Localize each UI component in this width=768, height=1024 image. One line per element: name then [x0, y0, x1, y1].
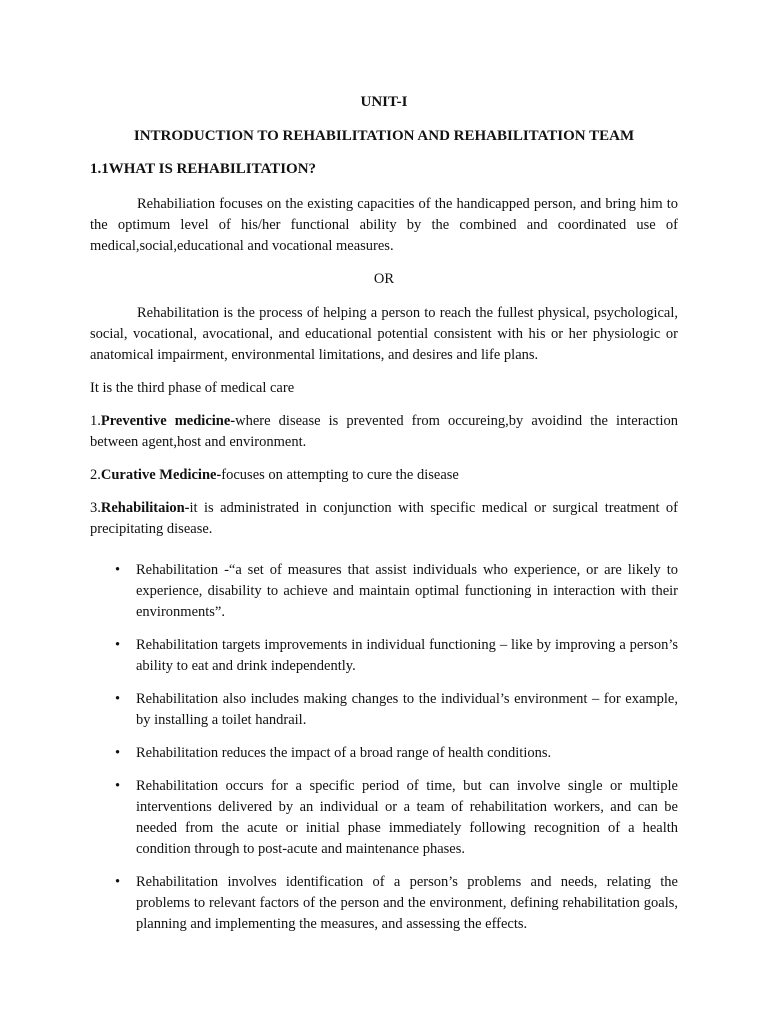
- or-separator: OR: [373, 271, 395, 287]
- phase-number: 3.: [90, 500, 101, 516]
- phase-term: Preventive medicine-: [100, 413, 236, 429]
- phase-term: Curative Medicine-: [100, 467, 222, 483]
- bullet-item: [90, 560, 678, 623]
- bullet-item: [90, 635, 678, 677]
- bullet-text: Rehabilitation targets improvements in individual functioning – like by improving a person’s ability to eat and drink independently.: [136, 637, 678, 674]
- chapter-title: INTRODUCTION TO REHABILITATION AND REHABILITATION TEAM: [133, 128, 635, 144]
- bullet-marker: •: [115, 778, 121, 794]
- definition-paragraph-1: Rehabiliation focuses on the existing capacities of the handicapped person, and bring him to the optimum level of his/her functional ability by the combined and coordinated use of medical,social,educational and vocational measures.: [90, 196, 678, 254]
- bullet-text: Rehabilitation involves identification of a person’s problems and needs, relating the problems to relevant factors of the person and the environment, defining rehabilitation goals, planning and implementing the measures, and assessing the effects.: [136, 874, 678, 932]
- phase-intro: It is the third phase of medical care: [90, 380, 295, 396]
- phase-item-rehabilitation: [90, 498, 678, 540]
- bullet-marker: •: [115, 637, 121, 653]
- phase-description: where disease is prevented from occureing,by avoidind the interaction between agent,host and environment.: [90, 413, 678, 450]
- bullet-marker: •: [115, 745, 121, 761]
- bullet-item: [90, 689, 678, 731]
- phase-number: 2.: [90, 467, 101, 483]
- phase-number: 1.: [90, 413, 101, 429]
- bullet-item: [90, 872, 678, 935]
- section-heading: 1.1WHAT IS REHABILITATION?: [90, 161, 317, 177]
- bullet-text: Rehabilitation reduces the impact of a broad range of health conditions.: [136, 745, 552, 761]
- bullet-marker: •: [115, 874, 121, 890]
- phase-item-preventive: [90, 411, 678, 453]
- bullet-marker: •: [115, 691, 121, 707]
- phase-item-curative: [90, 465, 678, 486]
- bullet-marker: •: [115, 562, 121, 578]
- phase-description: focuses on attempting to cure the disease: [221, 467, 459, 483]
- bullet-item: [90, 743, 678, 764]
- bullet-text: Rehabilitation occurs for a specific period of time, but can involve single or multiple interventions delivered by an individual or a team of rehabilitation workers, and can be needed from the acute or initial phase immediately following recognition of a health condition through to post-acute and maintenance phases.: [136, 778, 678, 857]
- definition-paragraph-2: Rehabilitation is the process of helping a person to reach the fullest physical, psychological, social, vocational, avocational, and educational potential consistent with his or her physiologic or anatomical impairment, environmental limitations, and desires and life plans.: [90, 305, 678, 363]
- bullet-text: Rehabilitation -“a set of measures that assist individuals who experience, or are likely to experience, disability to achieve and maintain optimal functioning in interaction with their environments”.: [136, 562, 678, 620]
- bullet-list: [90, 560, 678, 935]
- bullet-text: Rehabilitation also includes making changes to the individual’s environment – for example, by installing a toilet handrail.: [136, 691, 678, 728]
- bullet-item: [90, 776, 678, 860]
- phase-term: Rehabilitaion-: [100, 500, 190, 516]
- unit-title: UNIT-I: [360, 94, 408, 110]
- phase-description: it is administrated in conjunction with specific medical or surgical treatment of precipitating disease.: [90, 500, 678, 537]
